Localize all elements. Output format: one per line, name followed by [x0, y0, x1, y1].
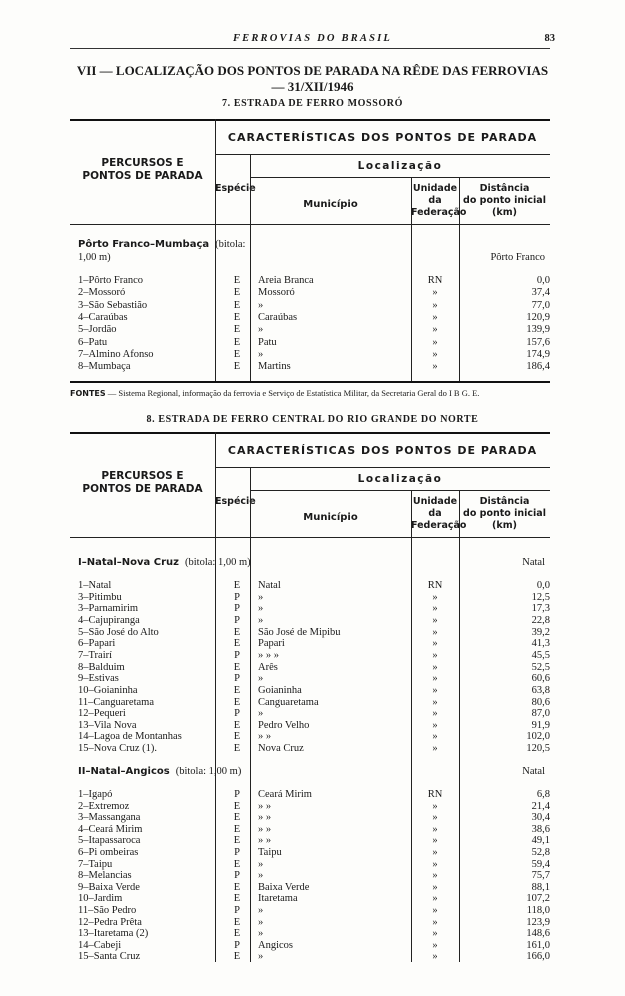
species-cell: E — [233, 800, 241, 812]
characteristics-rule — [215, 467, 550, 468]
table-row — [70, 708, 550, 719]
species-cell: E — [233, 928, 241, 940]
header-unit-1: Unidade — [412, 496, 458, 507]
distance-cell: 17,3 — [531, 603, 550, 615]
table-row — [70, 847, 550, 858]
table-row — [70, 917, 550, 928]
municipality-cell: » — [258, 614, 264, 626]
distance-cell: 45,5 — [531, 649, 550, 661]
municipality-cell: » — [258, 916, 264, 928]
characteristics-rule — [215, 154, 550, 155]
distance-cell: 30,4 — [531, 812, 550, 824]
running-title: FERROVIAS DO BRASIL — [232, 33, 393, 44]
distance-cell: 63,8 — [531, 684, 550, 696]
unit-cell: RN — [427, 275, 443, 286]
station-name: 4–Cajupiranga — [78, 614, 140, 626]
municipality-cell: Nova Cruz — [258, 743, 304, 755]
species-cell: E — [233, 823, 241, 835]
municipality-cell: » — [258, 603, 264, 615]
distance-cell: 39,2 — [531, 626, 550, 638]
municipality-cell: Goianinha — [258, 684, 302, 696]
running-header — [0, 33, 625, 47]
distance-cell: 91,9 — [531, 719, 550, 731]
table-row — [70, 743, 550, 754]
source-note — [70, 388, 479, 398]
station-name: 7–Almino Afonso — [78, 348, 154, 360]
unit-cell: RN — [427, 580, 443, 591]
species-cell: P — [234, 603, 240, 615]
route-2-start: Natal — [522, 766, 545, 777]
station-name: 8–Balduim — [78, 661, 125, 673]
header-species: Espécie — [215, 183, 256, 194]
unit-cell: » — [432, 614, 438, 626]
station-name: 10–Jardim — [78, 893, 123, 905]
station-name: 4–Caraúbas — [78, 311, 128, 323]
route-gauge-cont: 1,00 m) — [78, 252, 111, 263]
station-name: 1–Igapó — [78, 789, 113, 800]
distance-cell: 60,6 — [531, 673, 550, 685]
municipality-cell: » » — [258, 823, 272, 835]
distance-cell: 88,1 — [531, 881, 550, 893]
unit-cell: » — [432, 812, 438, 824]
header-species: Espécie — [215, 496, 256, 507]
species-cell: P — [234, 847, 240, 858]
station-name: 5–Itapassaroca — [78, 835, 141, 847]
species-cell: E — [233, 893, 241, 905]
table-row — [70, 337, 550, 348]
unit-cell: » — [432, 661, 438, 673]
station-name: 10–Goianinha — [78, 684, 138, 696]
species-cell: E — [233, 731, 241, 743]
table-row — [70, 580, 550, 591]
header-municipality: Município — [303, 199, 358, 210]
route-start-note: Pôrto Franco — [490, 252, 545, 263]
municipality-cell: » » » — [258, 649, 279, 661]
species-cell: P — [234, 649, 240, 661]
species-cell: E — [233, 626, 241, 638]
table-row — [70, 812, 550, 823]
distance-cell: 41,3 — [531, 638, 550, 650]
station-name: 2–Mossoró — [78, 287, 126, 299]
table-row — [70, 627, 550, 638]
species-cell: E — [233, 951, 241, 963]
unit-cell: » — [432, 348, 438, 360]
route-name: II–Natal–Angicos — [78, 766, 170, 777]
distance-cell: 157,6 — [526, 336, 550, 348]
unit-cell: » — [432, 696, 438, 708]
municipality-cell: Patu — [258, 336, 277, 348]
species-cell: E — [233, 580, 241, 591]
header-routes-line2: PONTOS DE PARADA — [82, 483, 203, 495]
header-routes-line2: PONTOS DE PARADA — [82, 170, 203, 182]
distance-cell: 21,4 — [531, 800, 550, 812]
unit-cell: » — [432, 336, 438, 348]
station-name: 6–Pi ombeiras — [78, 847, 139, 858]
station-name: 9–Baixa Verde — [78, 881, 140, 893]
unit-cell: » — [432, 626, 438, 638]
header-municipality: Município — [303, 512, 358, 523]
distance-cell: 37,4 — [531, 287, 550, 299]
table-row — [70, 685, 550, 696]
station-name: 5–São José do Alto — [78, 626, 159, 638]
table-row — [70, 287, 550, 298]
species-cell: E — [233, 336, 241, 348]
table-row — [70, 275, 550, 286]
header-distance-2: do ponto inicial — [463, 195, 546, 206]
municipality-cell: Angicos — [258, 939, 293, 951]
distance-cell: 38,6 — [531, 823, 550, 835]
header-unit-2: da — [428, 195, 442, 206]
table-row — [70, 859, 550, 870]
species-cell: E — [233, 743, 241, 755]
distance-cell: 166,0 — [526, 951, 550, 963]
chapter-title: VII — LOCALIZAÇÃO DOS PONTOS DE PARADA NA RÊDE DAS FERROVIAS — [76, 63, 549, 78]
table-row — [70, 673, 550, 684]
unit-cell: » — [432, 311, 438, 323]
header-distance-2: do ponto inicial — [463, 508, 546, 519]
species-cell: E — [233, 696, 241, 708]
station-name: 1–Pôrto Franco — [78, 275, 144, 286]
station-name: 15–Nova Cruz (1). — [78, 743, 158, 755]
page-number: 83 — [544, 33, 555, 44]
station-name: 12–Pedra Prêta — [78, 916, 142, 928]
species-cell: E — [233, 858, 241, 870]
route-heading — [78, 239, 245, 250]
source-text: — Sistema Regional, informação da ferrovia e Serviço de Estatística Militar, da Secretaria Geral do I B G. E. — [107, 388, 480, 398]
species-cell: P — [234, 870, 240, 882]
unit-cell: » — [432, 361, 438, 373]
unit-cell: » — [432, 870, 438, 882]
header-bottom-rule — [70, 224, 550, 225]
table-row — [70, 870, 550, 881]
distance-cell: 52,5 — [531, 661, 550, 673]
municipality-cell: Natal — [258, 580, 281, 591]
species-cell: P — [234, 789, 240, 800]
distance-cell: 80,6 — [531, 696, 550, 708]
station-name: 5–Jordão — [78, 324, 117, 336]
header-localization: Localização — [357, 160, 443, 172]
header-unit-1: Unidade — [412, 183, 458, 194]
table-row — [70, 312, 550, 323]
species-cell: E — [233, 299, 241, 311]
municipality-cell: » — [258, 591, 264, 603]
localization-rule — [250, 490, 550, 491]
municipality-cell: » — [258, 324, 264, 336]
unit-cell: » — [432, 603, 438, 615]
unit-cell: » — [432, 847, 438, 858]
table-row — [70, 349, 550, 360]
station-name: 8–Mumbaça — [78, 361, 131, 373]
municipality-cell: Baixa Verde — [258, 881, 310, 893]
header-distance-1: Distância — [479, 183, 530, 194]
table-row — [70, 893, 550, 904]
route-gauge: (bitola: 1,00 m) — [185, 557, 251, 568]
table-section-7 — [70, 119, 550, 383]
station-name: 14–Lagoa de Montanhas — [78, 731, 182, 743]
table-row — [70, 361, 550, 372]
route-2-heading — [78, 766, 241, 777]
header-characteristics: CARACTERÍSTICAS DOS PONTOS DE PARADA — [227, 131, 538, 144]
municipality-cell: » — [258, 708, 264, 720]
distance-cell: 161,0 — [526, 939, 550, 951]
station-name: 4–Ceará Mirim — [78, 823, 143, 835]
distance-cell: 174,9 — [526, 348, 550, 360]
station-name: 11–Canguaretama — [78, 696, 154, 708]
species-cell: P — [234, 673, 240, 685]
species-cell: P — [234, 614, 240, 626]
header-unit-3: Federação — [411, 207, 467, 218]
header-unit-3: Federação — [411, 520, 467, 531]
section-7-title: 7. ESTRADA DE FERRO MOSSORÓ — [222, 98, 403, 109]
table-row — [70, 928, 550, 939]
distance-cell: 139,9 — [526, 324, 550, 336]
unit-cell: » — [432, 858, 438, 870]
table-row — [70, 592, 550, 603]
species-cell: E — [233, 661, 241, 673]
distance-cell: 148,6 — [526, 928, 550, 940]
unit-cell: » — [432, 638, 438, 650]
municipality-cell: » — [258, 905, 264, 916]
header-distance-1: Distância — [479, 496, 530, 507]
species-cell: E — [233, 638, 241, 650]
station-name: 9–Estivas — [78, 673, 119, 685]
municipality-cell: Arês — [258, 661, 278, 673]
species-cell: E — [233, 324, 241, 336]
table-section-8 — [70, 432, 550, 962]
unit-cell: » — [432, 939, 438, 951]
table-row — [70, 801, 550, 812]
unit-cell: » — [432, 649, 438, 661]
distance-cell: 0,0 — [536, 275, 550, 286]
source-label: FONTES — [70, 389, 106, 398]
header-rule — [70, 48, 550, 49]
table-top-rule — [70, 432, 550, 434]
table-row — [70, 824, 550, 835]
unit-cell: » — [432, 951, 438, 963]
municipality-cell: Taipu — [258, 847, 282, 858]
table-row — [70, 697, 550, 708]
species-cell: P — [234, 905, 240, 916]
station-name: 6–Papari — [78, 638, 116, 650]
section-8-title: 8. ESTRADA DE FERRO CENTRAL DO RIO GRANDE DO NORTE — [146, 414, 479, 425]
localization-rule — [250, 177, 550, 178]
station-name: 7–Taipu — [78, 858, 113, 870]
route-gauge: (bitola: 1,00 m) — [175, 766, 242, 777]
header-unit-2: da — [428, 508, 442, 519]
route-gauge: (bitola: — [215, 239, 246, 250]
station-name: 13–Vila Nova — [78, 719, 137, 731]
municipality-cell: Ceará Mirim — [258, 789, 312, 800]
species-cell: E — [233, 835, 241, 847]
station-name: 11–São Pedro — [78, 905, 137, 916]
municipality-cell: » — [258, 673, 264, 685]
station-name: 12–Pequeri — [78, 708, 126, 720]
species-cell: E — [233, 719, 241, 731]
table-row — [70, 615, 550, 626]
table-row — [70, 940, 550, 951]
distance-cell: 186,4 — [526, 361, 550, 373]
municipality-cell: » » — [258, 731, 272, 743]
table-row — [70, 603, 550, 614]
station-name: 15–Santa Cruz — [78, 951, 141, 963]
header-distance-3: (km) — [492, 520, 517, 531]
unit-cell: » — [432, 905, 438, 916]
distance-cell: 12,5 — [531, 591, 550, 603]
table-top-rule — [70, 119, 550, 121]
species-cell: E — [233, 684, 241, 696]
station-name: 3–Parnamirim — [78, 603, 139, 615]
route-name: I–Natal–Nova Cruz — [78, 557, 179, 568]
distance-cell: 102,0 — [526, 731, 550, 743]
species-cell: E — [233, 812, 241, 824]
municipality-cell: Itaretama — [258, 893, 298, 905]
unit-cell: » — [432, 823, 438, 835]
municipality-cell: » » — [258, 835, 272, 847]
unit-cell: » — [432, 287, 438, 299]
distance-cell: 6,8 — [536, 789, 550, 800]
species-cell: E — [233, 287, 241, 299]
unit-cell: » — [432, 743, 438, 755]
header-bottom-rule — [70, 537, 550, 538]
species-cell: E — [233, 275, 241, 286]
distance-cell: 49,1 — [531, 835, 550, 847]
unit-cell: » — [432, 591, 438, 603]
distance-cell: 120,5 — [526, 743, 550, 755]
municipality-cell: » — [258, 348, 264, 360]
municipality-cell: Areia Branca — [258, 275, 314, 286]
table-row — [70, 720, 550, 731]
table-row — [70, 882, 550, 893]
header-characteristics: CARACTERÍSTICAS DOS PONTOS DE PARADA — [227, 444, 538, 457]
distance-cell: 118,0 — [526, 905, 550, 916]
species-cell: E — [233, 916, 241, 928]
table-row — [70, 638, 550, 649]
unit-cell: » — [432, 731, 438, 743]
unit-cell: RN — [427, 789, 443, 800]
table-row — [70, 835, 550, 846]
distance-cell: 77,0 — [531, 299, 550, 311]
unit-cell: » — [432, 708, 438, 720]
distance-cell: 87,0 — [531, 708, 550, 720]
route-1-heading — [78, 557, 251, 568]
station-name: 6–Patu — [78, 336, 108, 348]
unit-cell: » — [432, 673, 438, 685]
species-cell: P — [234, 708, 240, 720]
distance-cell: 107,2 — [526, 893, 550, 905]
municipality-cell: Pedro Velho — [258, 719, 310, 731]
table-row — [70, 905, 550, 916]
unit-cell: » — [432, 928, 438, 940]
distance-cell: 52,8 — [531, 847, 550, 858]
distance-cell: 0,0 — [536, 580, 550, 591]
species-cell: E — [233, 881, 241, 893]
station-name: 1–Natal — [78, 580, 112, 591]
municipality-cell: » — [258, 951, 264, 963]
species-cell: E — [233, 361, 241, 373]
table-row — [70, 650, 550, 661]
municipality-cell: Canguaretama — [258, 696, 319, 708]
municipality-cell: » » — [258, 812, 272, 824]
station-name: 14–Cabeji — [78, 939, 122, 951]
unit-cell: » — [432, 684, 438, 696]
unit-cell: » — [432, 893, 438, 905]
station-name: 13–Itaretama (2) — [78, 928, 149, 940]
unit-cell: » — [432, 835, 438, 847]
municipality-cell: Mossoró — [258, 287, 295, 299]
table-bottom-rule — [70, 381, 550, 383]
header-localization: Localização — [357, 473, 443, 485]
municipality-cell: » — [258, 870, 264, 882]
species-cell: P — [234, 939, 240, 951]
distance-cell: 123,9 — [526, 916, 550, 928]
header-distance-3: (km) — [492, 207, 517, 218]
municipality-cell: » — [258, 858, 264, 870]
table-row — [70, 789, 550, 800]
distance-cell: 75,7 — [531, 870, 550, 882]
station-name: 7–Trairí — [78, 649, 113, 661]
unit-cell: » — [432, 299, 438, 311]
municipality-cell: » » — [258, 800, 272, 812]
table-row — [70, 951, 550, 962]
municipality-cell: Papari — [258, 638, 285, 650]
distance-cell: 59,4 — [531, 858, 550, 870]
municipality-cell: » — [258, 299, 264, 311]
station-name: 2–Extremoz — [78, 800, 130, 812]
species-cell: P — [234, 591, 240, 603]
station-name: 3–Pitimbu — [78, 591, 122, 603]
species-cell: E — [233, 311, 241, 323]
table-row — [70, 324, 550, 335]
municipality-cell: Caraúbas — [258, 311, 298, 323]
unit-cell: » — [432, 800, 438, 812]
species-cell: E — [233, 348, 241, 360]
municipality-cell: » — [258, 928, 264, 940]
table-row — [70, 662, 550, 673]
table-row — [70, 300, 550, 311]
station-name: 3–Massangana — [78, 812, 141, 824]
station-name: 3–São Sebastião — [78, 299, 148, 311]
header-routes-line1: PERCURSOS E — [101, 470, 184, 482]
chapter-date: — 31/XII/1946 — [271, 79, 354, 94]
route-1-start: Natal — [522, 557, 545, 568]
distance-cell: 120,9 — [526, 311, 550, 323]
station-name: 8–Melancias — [78, 870, 132, 882]
route-name: Pôrto Franco–Mumbaça — [78, 239, 210, 250]
header-routes-line1: PERCURSOS E — [101, 157, 184, 169]
unit-cell: » — [432, 916, 438, 928]
distance-cell: 22,8 — [531, 614, 550, 626]
municipality-cell: São José de Mipibu — [258, 626, 341, 638]
unit-cell: » — [432, 719, 438, 731]
municipality-cell: Martins — [258, 361, 291, 373]
unit-cell: » — [432, 881, 438, 893]
table-row — [70, 731, 550, 742]
unit-cell: » — [432, 324, 438, 336]
